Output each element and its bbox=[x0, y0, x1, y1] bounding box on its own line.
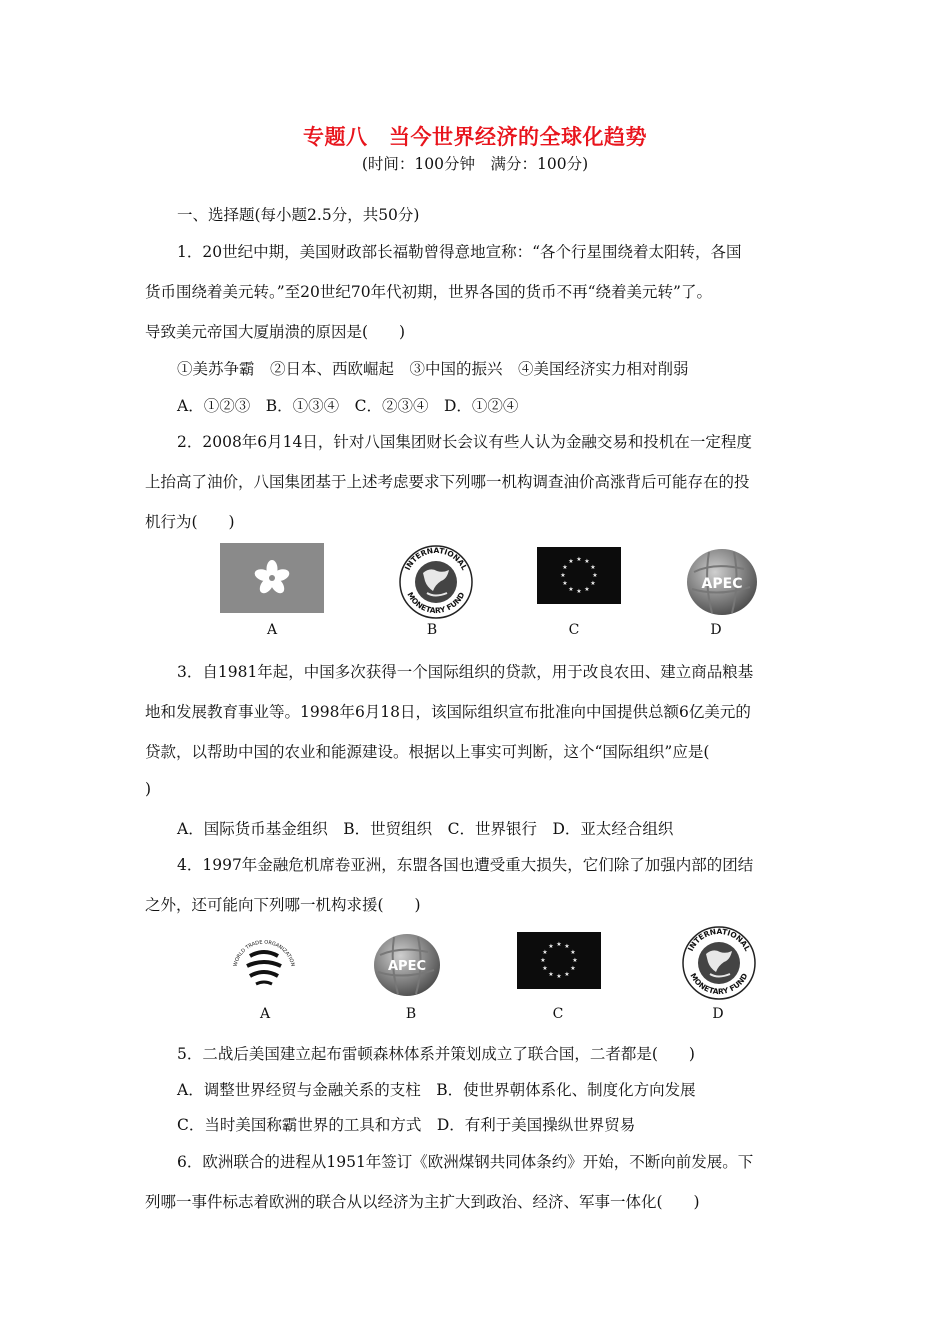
question-3-options: A．国际货币基金组织 B．世贸组织 C．世界银行 D．亚太经合组织 bbox=[177, 820, 674, 838]
svg-text:★: ★ bbox=[548, 943, 554, 950]
figure-label-c: C bbox=[552, 1006, 564, 1022]
page-title: 专题八 当今世界经济的全球化趋势 bbox=[303, 125, 647, 149]
svg-text:★: ★ bbox=[584, 586, 590, 593]
svg-text:★: ★ bbox=[570, 965, 576, 972]
svg-text:★: ★ bbox=[556, 973, 562, 980]
bauhinia-icon bbox=[220, 543, 324, 613]
question-2-line-3: 机行为( ) bbox=[145, 513, 235, 531]
question-3-line-1: 3．自1981年起，中国多次获得一个国际组织的贷款，用于改良农田、建立商品粮基 bbox=[177, 663, 754, 681]
svg-text:★: ★ bbox=[590, 564, 596, 571]
question-3-line-4: ) bbox=[145, 780, 152, 798]
star-circle-icon bbox=[537, 547, 621, 604]
hong-kong-flag-image bbox=[220, 543, 324, 613]
question-1-line-3: 导致美元帝国大厦崩溃的原因是( ) bbox=[145, 323, 406, 341]
figure-label-a: A bbox=[259, 1006, 271, 1022]
question-5-options-2: C．当时美国称霸世界的工具和方式 D．有利于美国操纵世界贸易 bbox=[177, 1116, 636, 1134]
question-5-options-1: A．调整世界经贸与金融关系的支柱 B．使世界朝体系化、制度化方向发展 bbox=[177, 1081, 696, 1099]
question-5-line-1: 5．二战后美国建立起布雷顿森林体系并策划成立了联合国，二者都是( ) bbox=[177, 1045, 695, 1063]
svg-text:★: ★ bbox=[548, 971, 554, 978]
apec-logo bbox=[372, 932, 442, 998]
svg-text:★: ★ bbox=[540, 957, 546, 964]
svg-text:★: ★ bbox=[542, 965, 548, 972]
page-subtitle: (时间：100分钟 满分：100分) bbox=[361, 155, 589, 173]
svg-text:WORLD TRADE ORGANIZATION: WORLD TRADE ORGANIZATION bbox=[232, 939, 296, 968]
svg-text:INTERNATIONAL: INTERNATIONAL bbox=[402, 545, 470, 572]
svg-text:APEC: APEC bbox=[701, 576, 743, 592]
svg-text:★: ★ bbox=[572, 957, 578, 964]
figure-label-b: B bbox=[405, 1006, 417, 1022]
svg-text:★: ★ bbox=[584, 558, 590, 565]
svg-text:★: ★ bbox=[576, 588, 582, 595]
question-1-items: ①美苏争霸 ②日本、西欧崛起 ③中国的振兴 ④美国经济实力相对削弱 bbox=[177, 360, 689, 378]
svg-text:★: ★ bbox=[556, 941, 562, 948]
imf-logo bbox=[680, 924, 758, 1002]
svg-text:APEC: APEC bbox=[387, 959, 427, 974]
figure-label-a: A bbox=[266, 622, 278, 638]
svg-text:★: ★ bbox=[564, 943, 570, 950]
question-2-line-1: 2．2008年6月14日，针对八国集团财长会议有些人认为金融交易和投机在一定程度 bbox=[177, 433, 752, 451]
figure-label-c: C bbox=[568, 622, 580, 638]
svg-text:★: ★ bbox=[568, 558, 574, 565]
svg-text:★: ★ bbox=[570, 949, 576, 956]
imf-logo bbox=[397, 543, 475, 621]
question-1-line-2: 货币围绕着美元转。”至20世纪70年代初期，世界各国的货币不再“绕着美元转”了。 bbox=[145, 283, 712, 301]
question-4-line-1: 4．1997年金融危机席卷亚洲，东盟各国也遭受重大损失，它们除了加强内部的团结 bbox=[177, 856, 754, 874]
question-6-line-2: 列哪一事件标志着欧洲的联合从以经济为主扩大到政治、经济、军事一体化( ) bbox=[145, 1193, 700, 1211]
svg-text:★: ★ bbox=[560, 572, 566, 579]
question-6-line-1: 6．欧洲联合的进程从1951年签订《欧洲煤钢共同体条约》开始，不断向前发展。下 bbox=[177, 1153, 754, 1171]
question-2-line-2: 上抬高了油价，八国集团基于上述考虑要求下列哪一机构调查油价高涨背后可能存在的投 bbox=[145, 473, 750, 491]
wto-logo bbox=[226, 930, 302, 994]
svg-text:★: ★ bbox=[562, 564, 568, 571]
svg-text:★: ★ bbox=[562, 580, 568, 587]
svg-text:★: ★ bbox=[564, 971, 570, 978]
question-3-line-2: 地和发展教育事业等。1998年6月18日，该国际组织宣布批准向中国提供总额6亿美元的 bbox=[145, 703, 751, 721]
figure-label-d: D bbox=[710, 622, 722, 638]
figure-label-b: B bbox=[426, 622, 438, 638]
question-1-line-1: 1．20世纪中期，美国财政部长福勒曾得意地宣称：“各个行星围绕着太阳转，各国 bbox=[177, 243, 742, 261]
svg-text:MONETARY FUND: MONETARY FUND bbox=[405, 590, 467, 616]
svg-text:★: ★ bbox=[542, 949, 548, 956]
apec-logo bbox=[684, 547, 760, 617]
figure-label-d: D bbox=[712, 1006, 724, 1022]
svg-text:INTERNATIONAL: INTERNATIONAL bbox=[685, 926, 753, 953]
svg-text:MONETARY FUND: MONETARY FUND bbox=[688, 971, 750, 997]
star-circle-icon bbox=[517, 932, 601, 989]
question-4-line-2: 之外，还可能向下列哪一机构求援( ) bbox=[145, 896, 421, 914]
eu-flag-image bbox=[537, 547, 621, 604]
svg-text:★: ★ bbox=[568, 586, 574, 593]
svg-text:★: ★ bbox=[590, 580, 596, 587]
question-3-line-3: 贷款，以帮助中国的农业和能源建设。根据以上事实可判断，这个“国际组织”应是( bbox=[145, 743, 710, 761]
section-heading: 一、选择题(每小题2.5分，共50分) bbox=[177, 206, 420, 224]
svg-text:★: ★ bbox=[576, 556, 582, 563]
svg-text:★: ★ bbox=[592, 572, 598, 579]
eu-flag-image bbox=[517, 932, 601, 989]
question-1-options: A．①②③ B．①③④ C．②③④ D．①②④ bbox=[177, 397, 519, 415]
